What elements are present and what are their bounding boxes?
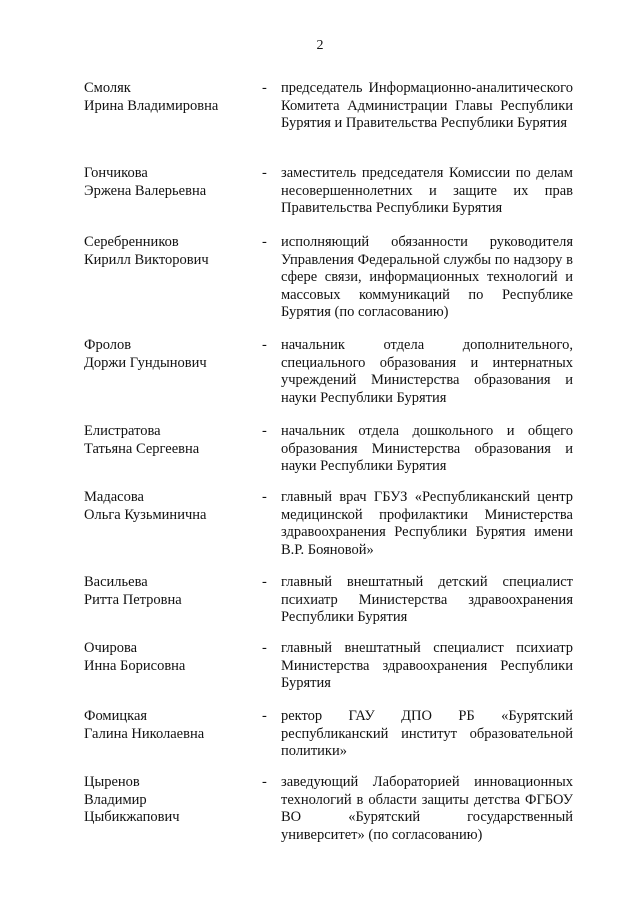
member-surname: Фролов [84, 337, 132, 353]
member-surname: Цыренов [84, 774, 140, 790]
dash-separator: - [262, 774, 267, 790]
member-given-names: Ольга Кузьминична [84, 506, 207, 523]
dash-separator: - [262, 489, 267, 505]
member-name [84, 708, 254, 743]
member-name [84, 234, 254, 269]
member-given-names: Галина Николаевна [84, 725, 205, 742]
member-role: начальник отдела дополнительного, специального образования и интернатных учреждений Министерства образования и науки Республики Бурятия [281, 337, 573, 406]
member-name [84, 165, 254, 200]
member-role: председатель Информационно-аналитического Комитета Администрации Главы Республики Бурятия и Правительства Республики Бурятия [281, 80, 573, 131]
dash-separator: - [262, 234, 267, 250]
member-given-names: Доржи Гундынович [84, 354, 207, 371]
member-name [84, 80, 254, 115]
member-role: ректор ГАУ ДПО РБ «Бурятский республиканский институт образовательной политики» [281, 708, 573, 759]
member-role: главный врач ГБУЗ «Республиканский центр медицинской профилактики Министерства здравоохранения Республики Бурятия имени В.Р. Бояновой» [281, 489, 573, 558]
member-given-names: Инна Борисовна [84, 657, 186, 674]
dash-separator: - [262, 708, 267, 724]
member-name [84, 774, 254, 827]
dash-separator: - [262, 574, 267, 590]
dash-separator: - [262, 640, 267, 656]
member-surname: Мадасова [84, 489, 144, 505]
member-surname: Фомицкая [84, 708, 148, 724]
member-role: главный внештатный специалист психиатр Министерства здравоохранения Республики Бурятия [281, 640, 573, 691]
member-name [84, 574, 254, 609]
member-surname: Елистратова [84, 423, 161, 439]
member-given-names: Эржена Валерьевна [84, 182, 207, 199]
member-name [84, 337, 254, 372]
page-number: 2 [316, 38, 324, 53]
member-role: заместитель председателя Комиссии по делам несовершеннолетних и защите их прав Правительства Республики Бурятия [281, 165, 573, 216]
member-given-names: Ирина Владимировна [84, 97, 219, 114]
member-role: исполняющий обязанности руководителя Управления Федеральной службы по надзору в сфере связи, информационных технологий и массовых коммуникаций по Республике Бурятия (по согласованию) [281, 234, 573, 320]
member-name [84, 640, 254, 675]
dash-separator: - [262, 80, 267, 96]
dash-separator: - [262, 423, 267, 439]
member-surname: Серебренников [84, 234, 179, 250]
member-surname: Васильева [84, 574, 148, 590]
member-given-names: Татьяна Сергеевна [84, 440, 200, 457]
member-name [84, 489, 254, 524]
member-surname: Очирова [84, 640, 138, 656]
member-given-names: Ритта Петровна [84, 591, 182, 608]
member-surname: Гончикова [84, 165, 148, 181]
member-surname: Смоляк [84, 80, 131, 96]
member-role: главный внештатный детский специалист психиатр Министерства здравоохранения Республики Бурятия [281, 574, 573, 625]
dash-separator: - [262, 337, 267, 353]
dash-separator: - [262, 165, 267, 181]
member-given-names: Кирилл Викторович [84, 251, 209, 268]
member-role: начальник отдела дошкольного и общего образования Министерства образования и науки Республики Бурятия [281, 423, 573, 474]
member-given-names: Владимир [84, 791, 147, 808]
member-patronymic: Цыбикжапович [84, 809, 180, 825]
member-role: заведующий Лабораторией инновационных технологий в области защиты детства ФГБОУ ВО «Бурятский государственный университет» (по согласованию) [281, 774, 573, 843]
member-name [84, 423, 254, 458]
